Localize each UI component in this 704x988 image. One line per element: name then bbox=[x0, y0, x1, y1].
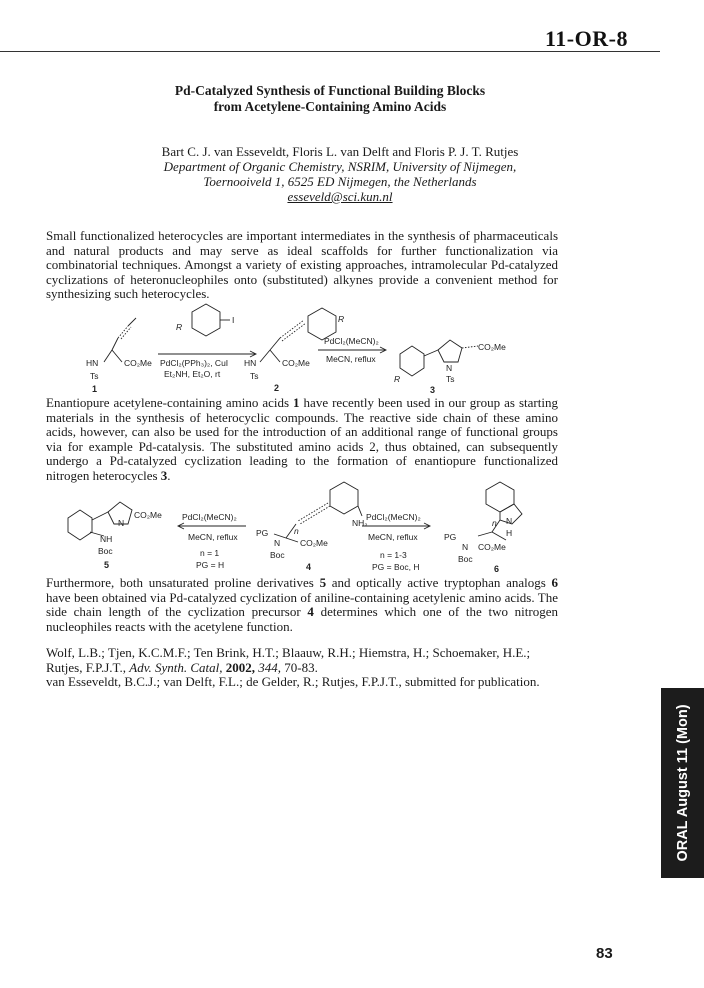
cond2-bottom: MeCN, reflux bbox=[326, 354, 376, 364]
ref1-authors: Wolf, L.B.; Tjen, K.C.M.F.; Ten Brink, H.T.; Blaauw, R.H.; Hiemstra, H.; Schoemaker, H.E.; Rutjes, F.P.J.T., bbox=[46, 645, 531, 675]
compound-2-co2me: CO₂Me bbox=[282, 358, 310, 368]
reaction-scheme-1 bbox=[60, 300, 560, 395]
affiliation-line-2: Toernooiveld 1, 6525 ED Nijmegen, the Netherlands bbox=[203, 174, 477, 189]
p2-text-e: . bbox=[167, 467, 171, 483]
compound-3-n: N bbox=[446, 363, 453, 373]
compound-6-n: N bbox=[462, 542, 469, 552]
p2-ref-3: 3 bbox=[160, 467, 168, 483]
compound-6-label: 6 bbox=[494, 564, 500, 574]
left-cond-top: PdCl₂(MeCN)₂ bbox=[182, 512, 237, 522]
compound-4-boc: Boc bbox=[270, 550, 285, 560]
compound-4-n: N bbox=[274, 538, 281, 548]
cond1-bottom: Et₂NH, Et₂O, rt bbox=[164, 369, 221, 379]
affiliation-line-1: Department of Organic Chemistry, NSRIM, University of Nijmegen, bbox=[163, 159, 517, 174]
session-code: 11-OR-8 bbox=[545, 26, 628, 51]
affiliation bbox=[60, 159, 620, 204]
compound-6-n-top: N bbox=[506, 516, 513, 526]
title-line-2: from Acetylene-Containing Amino Acids bbox=[213, 99, 447, 114]
reaction-arrow-2 bbox=[318, 336, 386, 364]
compound-2-hn: HN bbox=[244, 358, 257, 368]
compound-6-co2me: CO₂Me bbox=[478, 542, 506, 552]
reaction-arrow-1 bbox=[158, 351, 256, 379]
authors: Bart C. J. van Esseveldt, Floris L. van Delft and Floris P. J. T. Rutjes bbox=[161, 144, 519, 159]
compound-6-structure bbox=[444, 482, 522, 574]
paragraph-intro: Small functionalized heterocycles are important intermediates in the synthesis of pharmaceuticals and natural products and may serve as ideal scaffolds for further functionalization via combinatorial techniques. Amongst a variety of existing approaches, intramolecular Pd-catalyzed cyclizations of heteronucleophiles onto (substituted) alkynes provide a convenient method for synthesizing such heterocycles. bbox=[46, 228, 558, 302]
ref1-year: 2002, bbox=[222, 659, 256, 675]
reagent-r: R bbox=[176, 322, 183, 332]
p3-ref-5: 5 bbox=[319, 575, 327, 590]
reaction-scheme-2 bbox=[60, 478, 560, 574]
page-number: 83 bbox=[596, 945, 613, 962]
compound-2-structure bbox=[244, 308, 344, 393]
compound-5-nh: NH bbox=[100, 534, 113, 544]
p2-text-a: Enantiopure acetylene-containing amino acids bbox=[46, 395, 294, 410]
paragraph-scheme2 bbox=[46, 576, 558, 634]
compound-3-label: 3 bbox=[430, 385, 436, 395]
reaction-arrow-left bbox=[178, 512, 246, 570]
reaction-arrow-right bbox=[362, 512, 430, 572]
compound-6-boc: Boc bbox=[458, 554, 473, 564]
p3-text-a: Furthermore, both unsaturated proline derivatives bbox=[46, 575, 320, 590]
compound-5-boc: Boc bbox=[98, 546, 113, 556]
paper-title bbox=[100, 83, 560, 115]
compound-1-label: 1 bbox=[92, 384, 98, 394]
compound-4-nh2: NH₂ bbox=[352, 518, 368, 528]
compound-3-r: R bbox=[394, 374, 401, 384]
p3-ref-6: 6 bbox=[551, 575, 559, 590]
compound-6-pg: PG bbox=[444, 532, 457, 542]
p2-ref-1: 1 bbox=[293, 395, 300, 410]
compound-4-pg: PG bbox=[256, 528, 269, 538]
compound-3-structure bbox=[394, 340, 506, 395]
p3-ref-4: 4 bbox=[307, 604, 314, 620]
paragraph-scheme1 bbox=[46, 396, 558, 484]
session-side-tab bbox=[661, 688, 704, 878]
right-cond-mid: MeCN, reflux bbox=[368, 532, 418, 542]
compound-5-label: 5 bbox=[104, 560, 110, 570]
compound-3-ts: Ts bbox=[446, 374, 455, 384]
ref1-volume: 344, bbox=[255, 659, 282, 675]
compound-6-h: H bbox=[506, 528, 513, 538]
compound-4-co2me: CO₂Me bbox=[300, 538, 328, 548]
compound-3-co2me: CO₂Me bbox=[478, 342, 506, 352]
ref1-journal: Adv. Synth. Catal, bbox=[129, 659, 223, 675]
compound-1-co2me: CO₂Me bbox=[124, 358, 152, 368]
reagent-i: I bbox=[232, 315, 235, 325]
compound-4-n-sub: n bbox=[294, 526, 299, 536]
right-cond-pg: PG = Boc, H bbox=[372, 562, 420, 572]
cond1-top: PdCl₂(PPh₃)₂, CuI bbox=[160, 358, 229, 368]
reference-2: van Esseveldt, B.C.J.; van Delft, F.L.; de Gelder, R.; Rutjes, F.P.J.T., submitted for publication. bbox=[46, 674, 540, 690]
p3-text-e: have been obtained via Pd-catalyzed cyclization of aniline-containing acetylenic amino acids. The side chain length of the cyclization precursor bbox=[46, 589, 558, 620]
title-line-1: Pd-Catalyzed Synthesis of Functional Building Blocks bbox=[174, 83, 486, 98]
header-rule bbox=[0, 51, 660, 52]
right-cond-top: PdCl₂(MeCN)₂ bbox=[366, 512, 421, 522]
ref1-pages: 70-83. bbox=[281, 659, 318, 675]
p3-text-g: determines which one of the two nitrogen nucleophiles reacts with the acetylene function. bbox=[46, 604, 558, 634]
compound-6-n-sub: n bbox=[492, 518, 497, 528]
aryl-iodide-reagent bbox=[176, 304, 234, 336]
cond2-top: PdCl₂(MeCN)₂ bbox=[324, 336, 379, 346]
left-cond-mid: MeCN, reflux bbox=[188, 532, 238, 542]
compound-5-co2me: CO₂Me bbox=[134, 510, 162, 520]
references bbox=[46, 646, 558, 690]
p3-text-c: and optically active tryptophan analogs bbox=[326, 575, 552, 590]
left-cond-n: n = 1 bbox=[200, 548, 220, 558]
compound-1-hn: HN bbox=[86, 358, 99, 368]
compound-1-structure bbox=[86, 318, 152, 394]
compound-5-n: N bbox=[118, 518, 125, 528]
compound-1-ts: Ts bbox=[90, 371, 99, 381]
left-cond-pg: PG = H bbox=[196, 560, 225, 570]
reference-1 bbox=[46, 646, 558, 675]
right-cond-n: n = 1-3 bbox=[380, 550, 407, 560]
compound-4-label: 4 bbox=[306, 562, 312, 572]
email: esseveld@sci.kun.nl bbox=[287, 189, 393, 204]
compound-2-ts: Ts bbox=[250, 371, 259, 381]
compound-2-label: 2 bbox=[274, 383, 280, 393]
compound-5-structure bbox=[68, 502, 162, 570]
compound-2-r: R bbox=[338, 314, 345, 324]
compound-4-structure bbox=[256, 482, 368, 572]
p2-text-c: have recently been used in our group as starting materials in the synthesis of heterocyclic compounds. The reactive side chain of these amino acids, however, can also be used for the introduction of an additional range of functional groups via for example Pd-catalysis. The substituted amino acids 2, thus obtained, can subsequently undergo a Pd-catalyzed cyclization leading to the formation of enantiopure functionalized nitrogen heterocycles bbox=[46, 395, 558, 483]
side-tab-label: ORAL August 11 (Mon) bbox=[674, 704, 691, 862]
